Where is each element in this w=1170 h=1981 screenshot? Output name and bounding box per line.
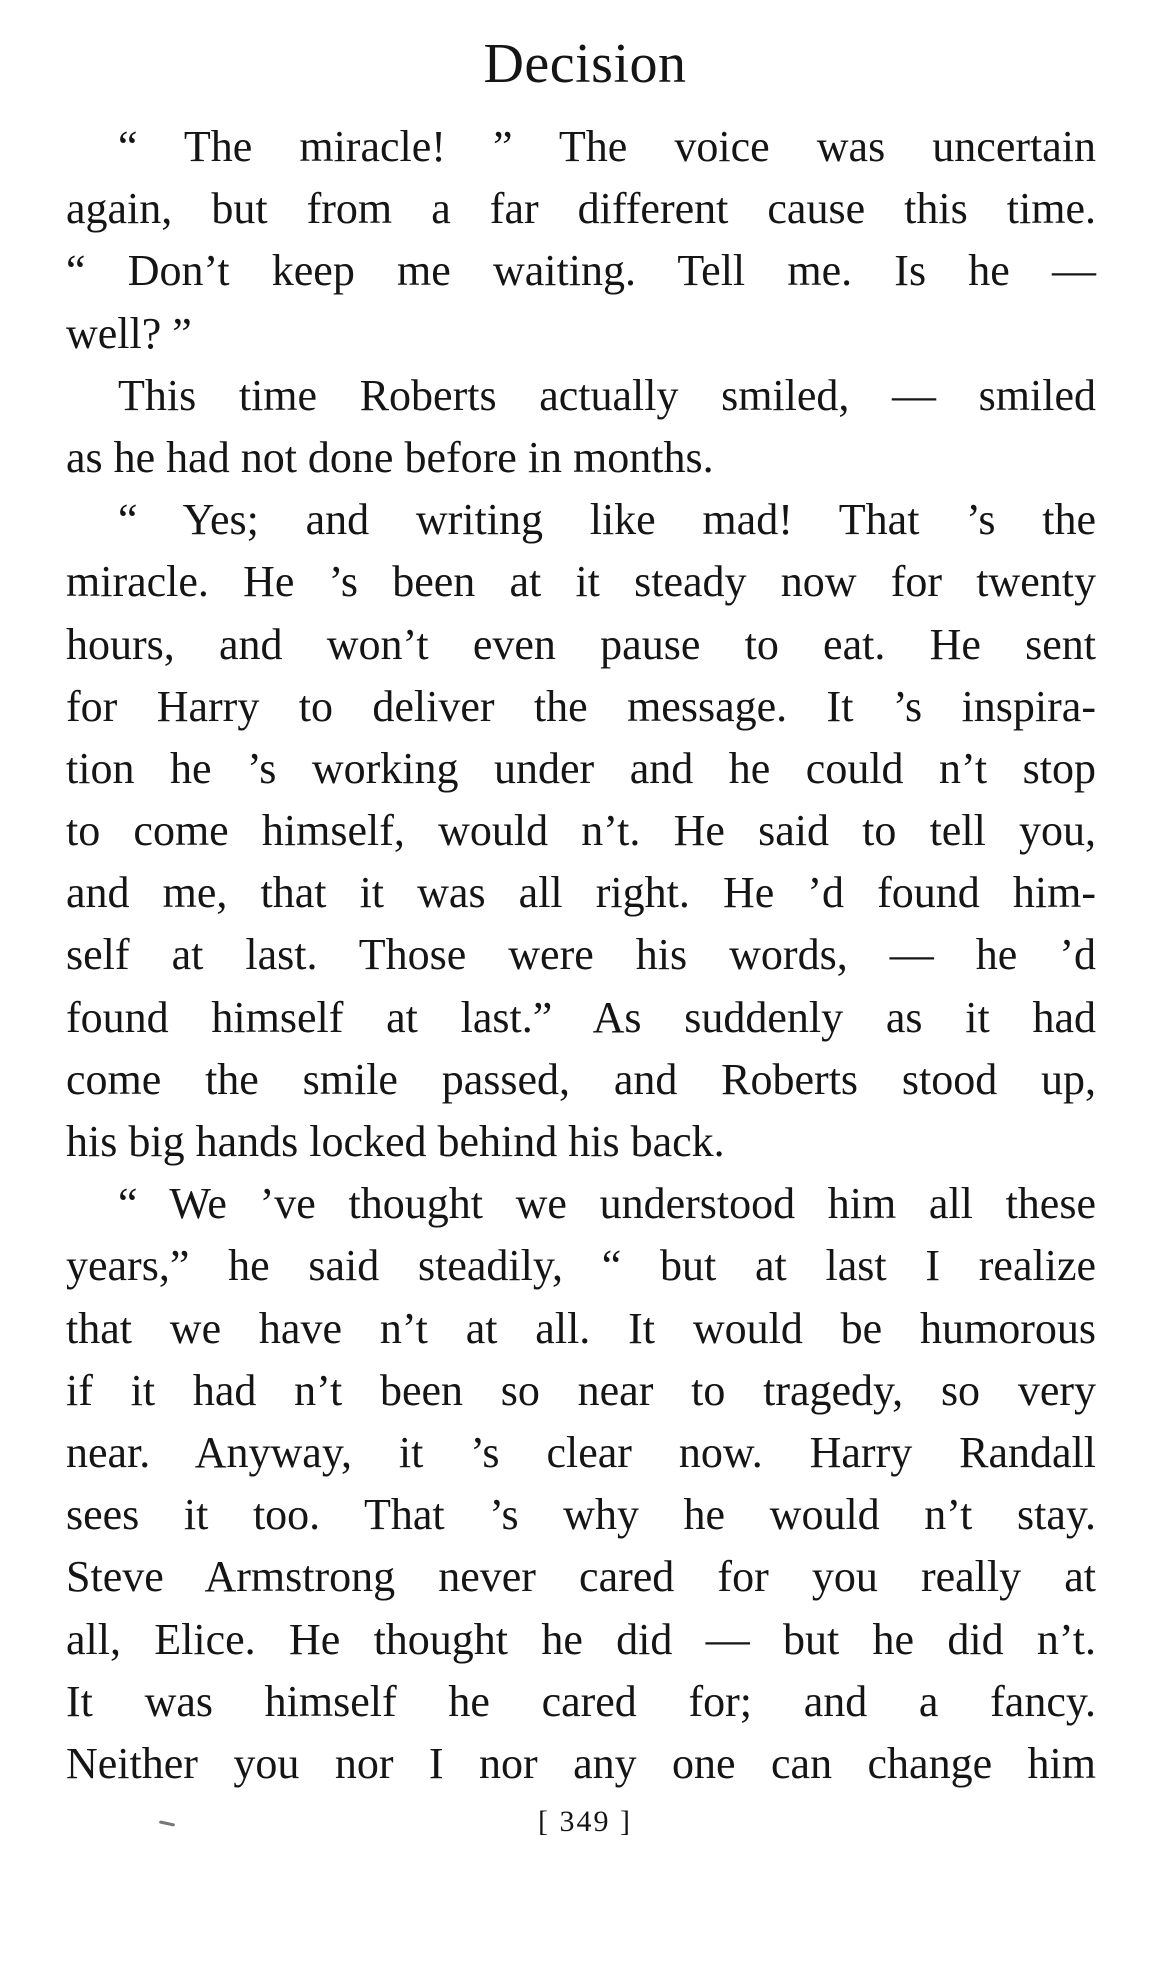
text-line: to come himself, would n’t. He said to tell you, [66,806,1096,856]
text-line: for Harry to deliver the message. It ’s inspira- [66,681,1096,731]
text-line: and me, that it was all right. He ’d found him- [66,868,1096,918]
text-line: all, Elice. He thought he did — but he did n’t. [66,1614,1096,1664]
text-line: come the smile passed, and Roberts stood up, [66,1054,1096,1104]
text-line: tion he ’s working under and he could n’t stop [66,743,1096,793]
text-line: years,” he said steadily, “ but at last I realize [66,1241,1096,1291]
text-line: “ The miracle! ” The voice was uncertain [118,122,1096,171]
text-line: found himself at last.” As suddenly as it had [66,992,1096,1042]
page-title: Decision [483,33,687,95]
text-line: if it had n’t been so near to tragedy, so very [66,1365,1096,1415]
text-line: It was himself he cared for; and a fancy. [66,1676,1096,1726]
text-line: his big hands locked behind his back. [66,1117,725,1166]
text-line: self at last. Those were his words, — he ’d [66,930,1096,980]
page-number: [ 349 ] [538,1805,632,1838]
text-line: This time Roberts actually smiled, — smiled [118,370,1096,420]
text-line: near. Anyway, it ’s clear now. Harry Randall [66,1427,1096,1477]
text-line: “ Don’t keep me waiting. Tell me. Is he — [66,246,1096,296]
text-line: Neither you nor I nor any one can change him [66,1738,1096,1788]
text-line: miracle. He ’s been at it steady now for twenty [66,557,1096,607]
text-line: again, but from a far different cause this time. [66,184,1096,234]
body-text [66,116,1096,1795]
text-line: well? ” [66,308,192,358]
text-line: as he had not done before in months. [66,432,714,482]
text-line: sees it too. That ’s why he would n’t stay. [66,1490,1096,1540]
text-line: “ Yes; and writing like mad! That ’s the [118,495,1096,545]
text-line: Steve Armstrong never cared for you really at [66,1552,1096,1602]
text-line: hours, and won’t even pause to eat. He sent [66,619,1096,669]
text-line: “ We ’ve thought we understood him all these [118,1179,1096,1229]
text-line: that we have n’t at all. It would be humorous [66,1303,1096,1353]
